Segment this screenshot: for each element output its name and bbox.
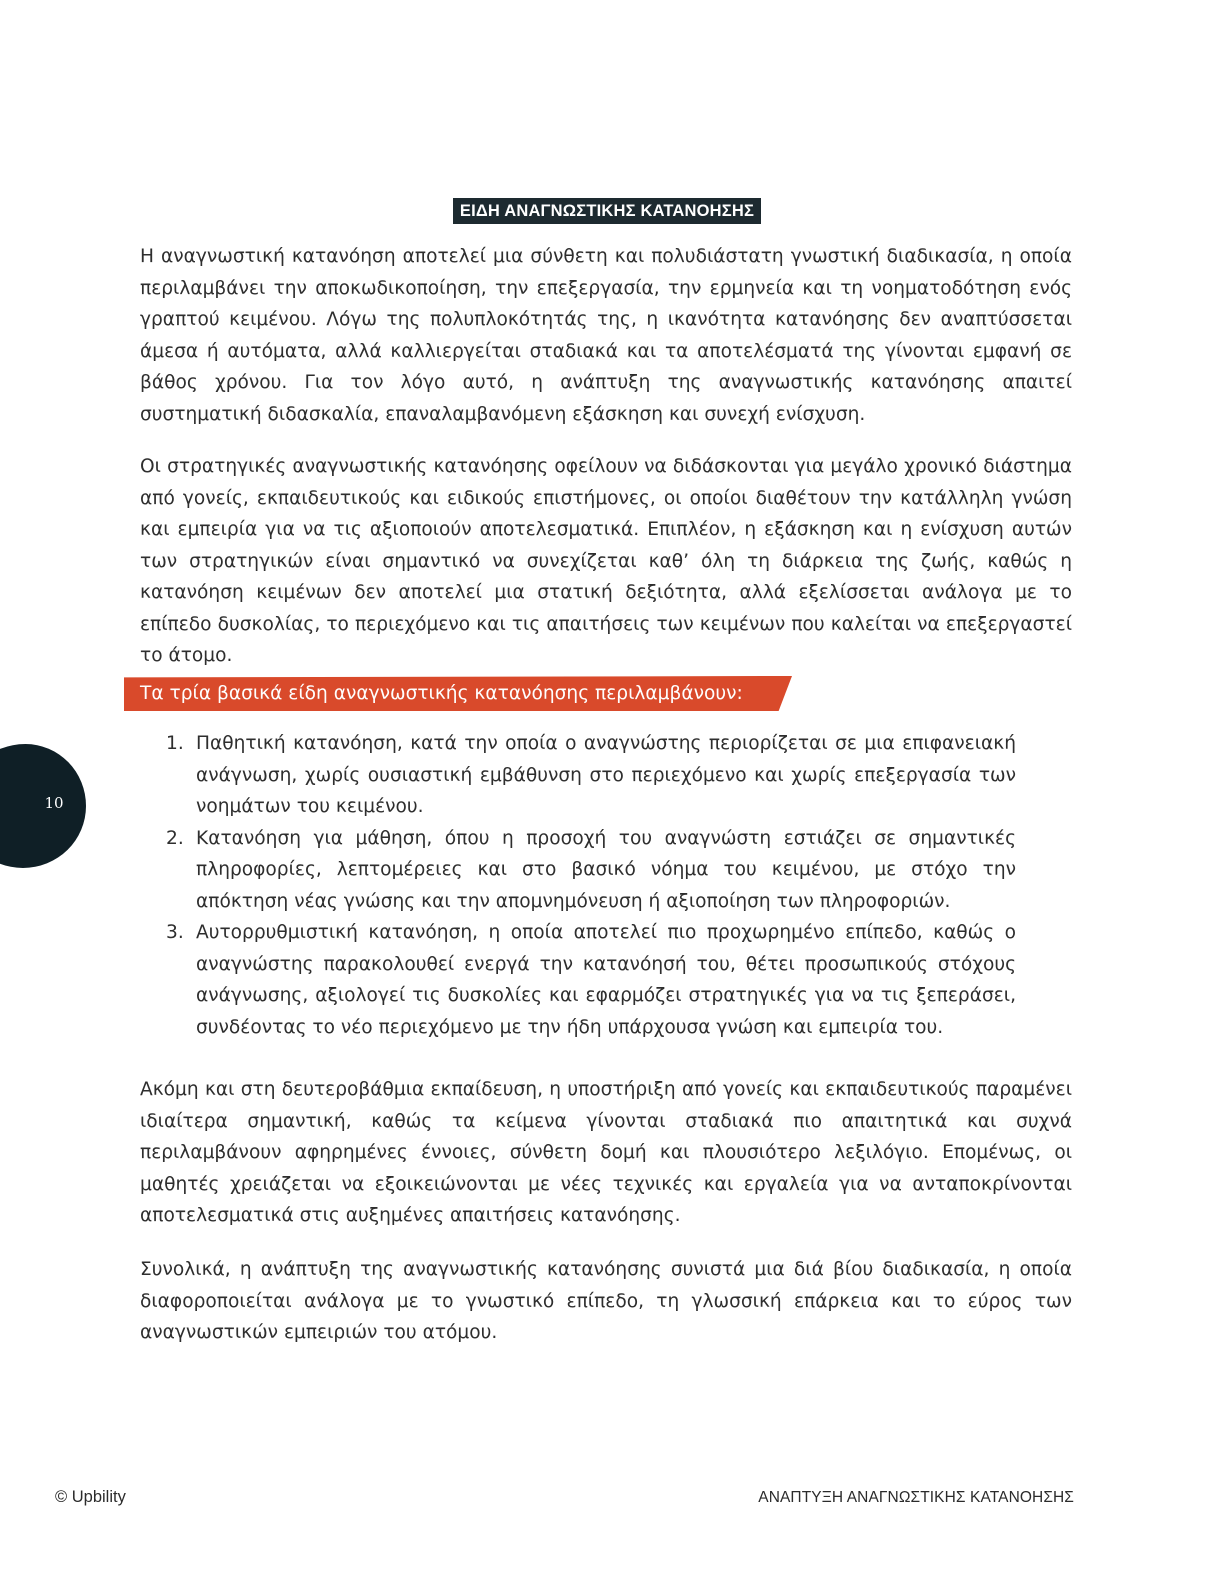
paragraph-conclusion: Συνολικά, η ανάπτυξη της αναγνωστικής κατανόησης συνιστά μια διά βίου διαδικασία, η οποία διαφοροποιείται ανάλογα με το γνωστικό επίπεδο, τη γλωσσική επάρκεια και το εύρος των αναγνωστικών εμπειριών του ατόμου.	[140, 1259, 1072, 1343]
list-item-number: 3.	[166, 922, 184, 943]
list-item	[166, 823, 1016, 918]
footer-book-title: ΑΝΑΠΤΥΞΗ ΑΝΑΓΝΩΣΤΙΚΗΣ ΚΑΤΑΝΟΗΣΗΣ	[758, 1489, 1074, 1506]
page-number: 10	[44, 794, 64, 812]
section-title: ΕΙΔΗ ΑΝΑΓΝΩΣΤΙΚΗΣ ΚΑΤΑΝΟΗΣΗΣ	[453, 198, 761, 224]
paragraph-intro: Η αναγνωστική κατανόηση αποτελεί μια σύνθετη και πολυδιάστατη γνωστική διαδικασία, η οποία περιλαμβάνει την αποκωδικοποίηση, την επεξεργασία, την ερμηνεία και τη νοηματοδότηση ενός γραπτού κειμένου. Λόγω της πολυπλοκότητάς της, η ικανότητα κατανόησης δεν αναπτύσσεται άμεσα ή αυτόματα, αλλά καλλιεργείται σταδιακά και τα αποτελέσματά της γίνονται εμφανή σε βάθος χρόνου. Για τον λόγο αυτό, η ανάπτυξη της αναγνωστικής κατανόησης απαιτεί συστηματική διδασκαλία, επαναλαμβανόμενη εξάσκηση και συνεχή ενίσχυση.	[140, 246, 1072, 425]
list-item	[166, 917, 1016, 1043]
list-item-text: Παθητική κατανόηση, κατά την οποία ο αναγνώστης περιορίζεται σε μια επιφανειακή ανάγνωση, χωρίς ουσιαστική εμβάθυνση στο περιεχόμενο και χωρίς επεξεργασία των νοημάτων του κειμένου.	[196, 733, 1016, 817]
highlight-banner-text: Τα τρία βασικά είδη αναγνωστικής κατανόησης περιλαμβάνουν:	[140, 683, 743, 704]
list-item-number: 2.	[166, 827, 184, 849]
list-item-text: Αυτορρυθμιστική κατανόηση, η οποία αποτελεί πιο προχωρημένο επίπεδο, καθώς ο αναγνώστης παρακολουθεί ενεργά την κατανόησή του, θέτει προσωπικούς στόχους ανάγνωσης, αξιολογεί τις δυσκολίες και εφαρμόζει στρατηγικές για να τις ξεπεράσει, συνδέοντας το νέο περιεχόμενο με την ήδη υπάρχουσα γνώση και εμπειρία του.	[196, 922, 1016, 1038]
comprehension-types-list	[166, 728, 1016, 1043]
paragraph-strategies: Οι στρατηγικές αναγνωστικής κατανόησης οφείλουν να διδάσκονται για μεγάλο χρονικό διάστημα από γονείς, εκπαιδευτικούς και ειδικούς επιστήμονες, οι οποίοι διαθέτουν την κατάλληλη γνώση και εμπειρία για να τις αξιοποιούν αποτελεσματικά. Επιπλέον, η εξάσκηση και η ενίσχυση αυτών των στρατηγικών είναι σημαντικό να συνεχίζεται καθ’ όλη τη διάρκεια της ζωής, καθώς η κατανόηση κειμένων δεν αποτελεί μια στατική δεξιότητα, αλλά εξελίσσεται ανάλογα με το επίπεδο δυσκολίας, το περιεχόμενο και τις απαιτήσεις των κειμένων που καλείται να επεξεργαστεί το άτομο.	[140, 456, 1072, 666]
list-item	[166, 728, 1016, 823]
paragraph-secondary-education: Ακόμη και στη δευτεροβάθμια εκπαίδευση, η υποστήριξη από γονείς και εκπαιδευτικούς παραμένει ιδιαίτερα σημαντική, καθώς τα κείμενα γίνονται σταδιακά πιο απαιτητικά και συχνά περιλαμβάνουν αφηρημένες έννοιες, σύνθετη δομή και πλουσιότερο λεξιλόγιο. Επομένως, οι μαθητές χρειάζεται να εξοικειώνονται με νέες τεχνικές και εργαλεία για να ανταποκρίνονται αποτελεσματικά στις αυξημένες απαιτήσεις κατανόησης.	[140, 1079, 1072, 1226]
footer-copyright: © Upbility	[55, 1488, 126, 1506]
section-title-container	[0, 198, 1214, 224]
list-item-number: 1.	[166, 733, 184, 754]
list-item-text: Κατανόηση για μάθηση, όπου η προσοχή του αναγνώστη εστιάζει σε σημαντικές πληροφορίες, λεπτομέρειες και στο βασικό νόημα του κειμένου, με στόχο την απόκτηση νέας γνώσης και την απομνημόνευση ή αξιοποίηση των πληροφοριών.	[196, 827, 1016, 912]
